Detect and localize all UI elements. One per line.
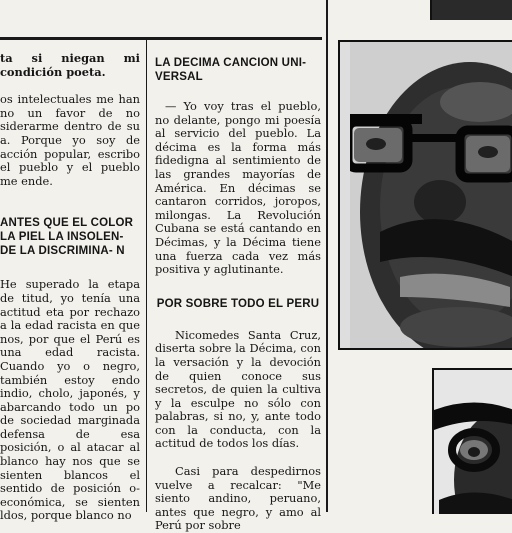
column-rule-right <box>326 0 328 512</box>
second-portrait-illustration <box>434 370 512 514</box>
top-photo-edge <box>430 0 512 20</box>
middle-heading-1: LA DECIMA CANCION UNI- VERSAL <box>155 57 307 83</box>
middle-heading-2: POR SOBRE TODO EL PERU <box>156 297 320 310</box>
left-paragraph-1: os intelectuales me han no un favor de no siderarme dentro de su a. Porque yo soy de acción popular, escribo el pueblo y el pueblo me ende. <box>0 92 140 188</box>
left-heading: ANTES QUE EL COLOR LA PIEL LA INSOLEN- DE LA DISCRIMINA- N <box>0 217 134 258</box>
middle-paragraph-3: Casi para despedirnos vuelve a recalcar: "Me siento andino, peruano, antes que negro, y amo al Perú por sobre <box>155 464 321 533</box>
middle-column <box>155 56 321 533</box>
column-rule-left <box>146 40 147 512</box>
middle-paragraph-1: — Yo voy tras el pueblo, no delante, pongo mi poesía al servicio del pueblo. La décima es la forma más fidedigna al sentimiento de las grandes mayorías de América. En décimas se cantaron corridos, joropos, milongas. La Revolución Cubana se está cantando en Décimas, y la Décima tiene una fuerza cada vez más positiva y aglutinante. <box>155 99 321 277</box>
left-paragraph-2: He superado la etapa de titud, yo tenía una actitud eta por rechazo a la edad racista en que nos, por que el Perú es una edad racista. Cuando yo o negro, también estoy endo indio, cholo, japonés, y abarcando todo un po de sociedad marginada defensa de esa posición, o al atacar al blanco hay nos que se sienten blancos el sentido de posición o-económica, se sienten ldos, porque blanco no <box>0 277 140 523</box>
portrait-illustration <box>340 42 512 348</box>
left-intro-text: ta si niegan mi condición poeta. <box>0 51 140 79</box>
middle-paragraph-2: Nicomedes Santa Cruz, diserta sobre la Décima, con la versación y la devoción de quien conoce sus secretos, de quien la cultiva y la esculpe no sólo con palabras, si no, y, ante todo con la conducta, con la actitud de todos los días. <box>155 327 321 451</box>
portrait-photo <box>338 40 512 350</box>
left-column <box>0 52 140 523</box>
top-horizontal-rule <box>0 37 322 40</box>
second-photo <box>432 368 512 514</box>
